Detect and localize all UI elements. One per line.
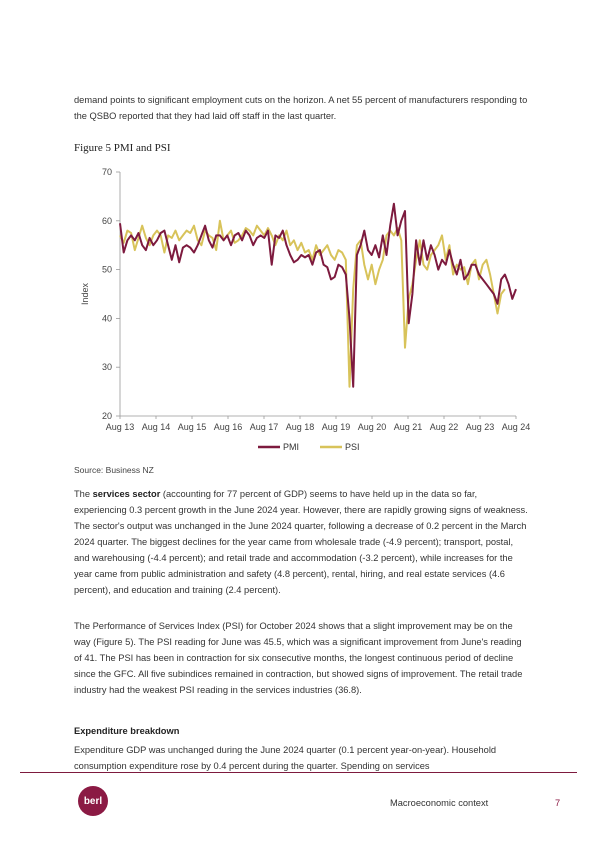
x-tick-label: Aug 24 bbox=[501, 422, 530, 432]
y-tick-label: 20 bbox=[101, 411, 112, 421]
y-tick-label: 60 bbox=[101, 215, 112, 226]
x-tick-label: Aug 23 bbox=[465, 422, 495, 432]
y-tick-label: 30 bbox=[101, 362, 112, 373]
y-tick-label: 70 bbox=[101, 167, 112, 177]
chart-source: Source: Business NZ bbox=[74, 465, 154, 475]
x-tick-label: Aug 14 bbox=[141, 422, 171, 432]
services-paragraph bbox=[74, 486, 530, 598]
y-tick-label: 50 bbox=[101, 264, 112, 275]
services-text-bold: services sector bbox=[92, 489, 161, 499]
series-line-pmi bbox=[120, 204, 516, 387]
footer-section-label: Macroeconomic context bbox=[390, 798, 489, 808]
x-tick-label: Aug 21 bbox=[393, 422, 423, 432]
intro-paragraph: demand points to significant employment cuts on the horizon. A net 55 percent of manufacturers responding to the QSBO reported that they had laid off staff in the last quarter. bbox=[74, 95, 528, 121]
legend-label-pmi: PMI bbox=[283, 442, 300, 452]
x-tick-label: Aug 13 bbox=[105, 422, 135, 432]
y-tick-label: 40 bbox=[101, 313, 112, 324]
psi-paragraph: The Performance of Services Index (PSI) for October 2024 shows that a slight improvement may be on the way (Figure 5). The PSI reading for June was 45.5, which was a significant improvement from June's reading of 41. The PSI has been in contraction for six consecutive months, the longest continuous period of decline since the GFC. All five subindices remained in contraction, but showed signs of improvement. The retail trade industry had the weakest PSI reading in the services industries (36.8). bbox=[74, 621, 523, 695]
pmi-psi-chart bbox=[74, 160, 530, 460]
expenditure-heading: Expenditure breakdown bbox=[74, 726, 180, 736]
page-number: 7 bbox=[555, 798, 561, 808]
x-tick-label: Aug 15 bbox=[177, 422, 207, 432]
berl-logo: berl bbox=[78, 786, 108, 816]
footer-divider bbox=[20, 772, 577, 773]
series-line-psi bbox=[120, 221, 505, 387]
x-tick-label: Aug 19 bbox=[321, 422, 351, 432]
chart-svg bbox=[74, 160, 530, 460]
x-tick-label: Aug 22 bbox=[429, 422, 459, 432]
figure-title: Figure 5 PMI and PSI bbox=[74, 142, 171, 154]
x-tick-label: Aug 18 bbox=[285, 422, 315, 432]
legend-label-psi: PSI bbox=[345, 442, 360, 452]
services-text-post: (accounting for 77 percent of GDP) seems to have held up in the data so far, experiencing 0.3 percent growth in the June 2024 year. However, there are rapidly growing signs of weakness. The sector's output was unchanged in the June 2024 quarter, following a decrease of 0.2 percent in the March 2024 quarter. The biggest declines for the year came from wholesale trade (-4.9 percent); transport, postal, and warehousing (-4.4 percent); and retail trade and accommodation (-3.2 percent), while increases for the year came from public administration and safety (4.8 percent), rental, hiring, and real estate services (4.6 percent), and education and training (2.4 percent). bbox=[74, 489, 528, 595]
expenditure-paragraph: Expenditure GDP was unchanged during the June 2024 quarter (0.1 percent year-on-year). Household consumption expenditure rose by 0.4 percent during the quarter. Spending on services bbox=[74, 745, 497, 771]
y-axis-label: Index bbox=[80, 282, 90, 306]
services-text-pre: The bbox=[74, 489, 93, 499]
x-tick-label: Aug 20 bbox=[357, 422, 387, 432]
x-tick-label: Aug 16 bbox=[213, 422, 243, 432]
x-tick-label: Aug 17 bbox=[249, 422, 279, 432]
